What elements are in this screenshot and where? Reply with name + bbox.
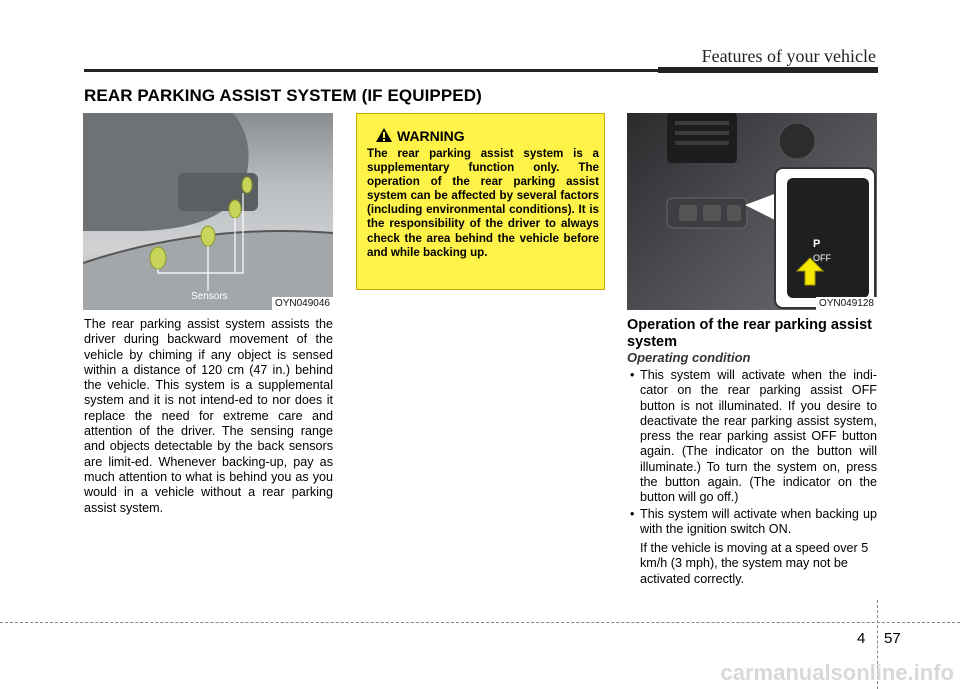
warning-title: WARNING xyxy=(397,128,465,144)
air-vent xyxy=(667,113,737,163)
sensor-2 xyxy=(201,226,215,246)
page-number: 57 xyxy=(884,630,901,647)
header-rule xyxy=(84,69,658,72)
operation-title: Operation of the rear parking assist system xyxy=(627,317,872,350)
footer-rule xyxy=(0,622,960,623)
dashboard-illustration xyxy=(627,113,877,310)
rear-bumper-figure xyxy=(83,113,333,310)
operating-condition-label: Operating condition xyxy=(627,350,751,365)
bullet-dot: • xyxy=(630,507,635,521)
off-text: OFF xyxy=(813,253,831,263)
warning-box xyxy=(356,113,605,290)
header-tab-bar xyxy=(658,67,878,73)
sensors-label: Sensors xyxy=(191,291,228,302)
bullet-item-1 xyxy=(627,368,877,506)
page-title: REAR PARKING ASSIST SYSTEM (IF EQUIPPED) xyxy=(84,86,482,105)
parking-assist-button xyxy=(787,178,869,298)
figure-code-rear: OYN049046 xyxy=(272,297,333,310)
dashboard-figure xyxy=(627,113,877,310)
intro-paragraph: The rear parking assist system assists the driver during backward movement of the vehicle by chiming if any object is sensed within a distance of 120 cm (47 in.) behind the vehicle. This system is a supplemental system and it is not intend-ed to nor does it replace the need for extreme care and attention of the driver. The sensing range and objects detectable by the back sensors are limit-ed. Whenever backing-up, pay as much attention to what is behind you as you would in a vehicle without a rear parking assist system. xyxy=(84,317,333,515)
sensor-4 xyxy=(242,177,252,193)
callout-pointer xyxy=(745,193,777,221)
p-symbol: P xyxy=(813,238,821,250)
warning-triangle-icon xyxy=(375,127,393,143)
watermark: carmanualsonline.info xyxy=(720,660,954,685)
sensor-3 xyxy=(229,200,241,218)
figure-code-dash: OYN049128 xyxy=(816,297,877,310)
bullet-text: This system will activate when the indi-cator on the rear parking assist OFF button is not illuminated. If you desire to deactivate the rear parking assist system, press the rear parking assist OFF button again. (The indicator on the button will illuminate.) To turn the system on, press the button again. (The indicator on the button will go off.) xyxy=(640,368,877,505)
warning-text: The rear parking assist system is a supplementary function only. The operation of the rear parking assist system can be affected by several factors (including environmental conditions). It is the responsibility of the driver to always check the area behind the vehicle before and while backing up. xyxy=(367,147,599,259)
rear-bumper-illustration xyxy=(83,113,333,310)
sensor-1 xyxy=(150,247,166,269)
speed-note: If the vehicle is moving at a speed over 5 km/h (3 mph), the system may not be activated correctly. xyxy=(640,541,869,586)
steering-column xyxy=(779,123,815,159)
rear-window xyxy=(83,113,249,231)
section-header: Features of your vehicle xyxy=(701,46,876,66)
bullet-dot: • xyxy=(630,368,635,382)
bullet-text: This system will activate when backing up with the ignition switch ON. xyxy=(640,507,877,537)
bullet-item-2 xyxy=(627,507,877,538)
chapter-number: 4 xyxy=(857,630,866,647)
